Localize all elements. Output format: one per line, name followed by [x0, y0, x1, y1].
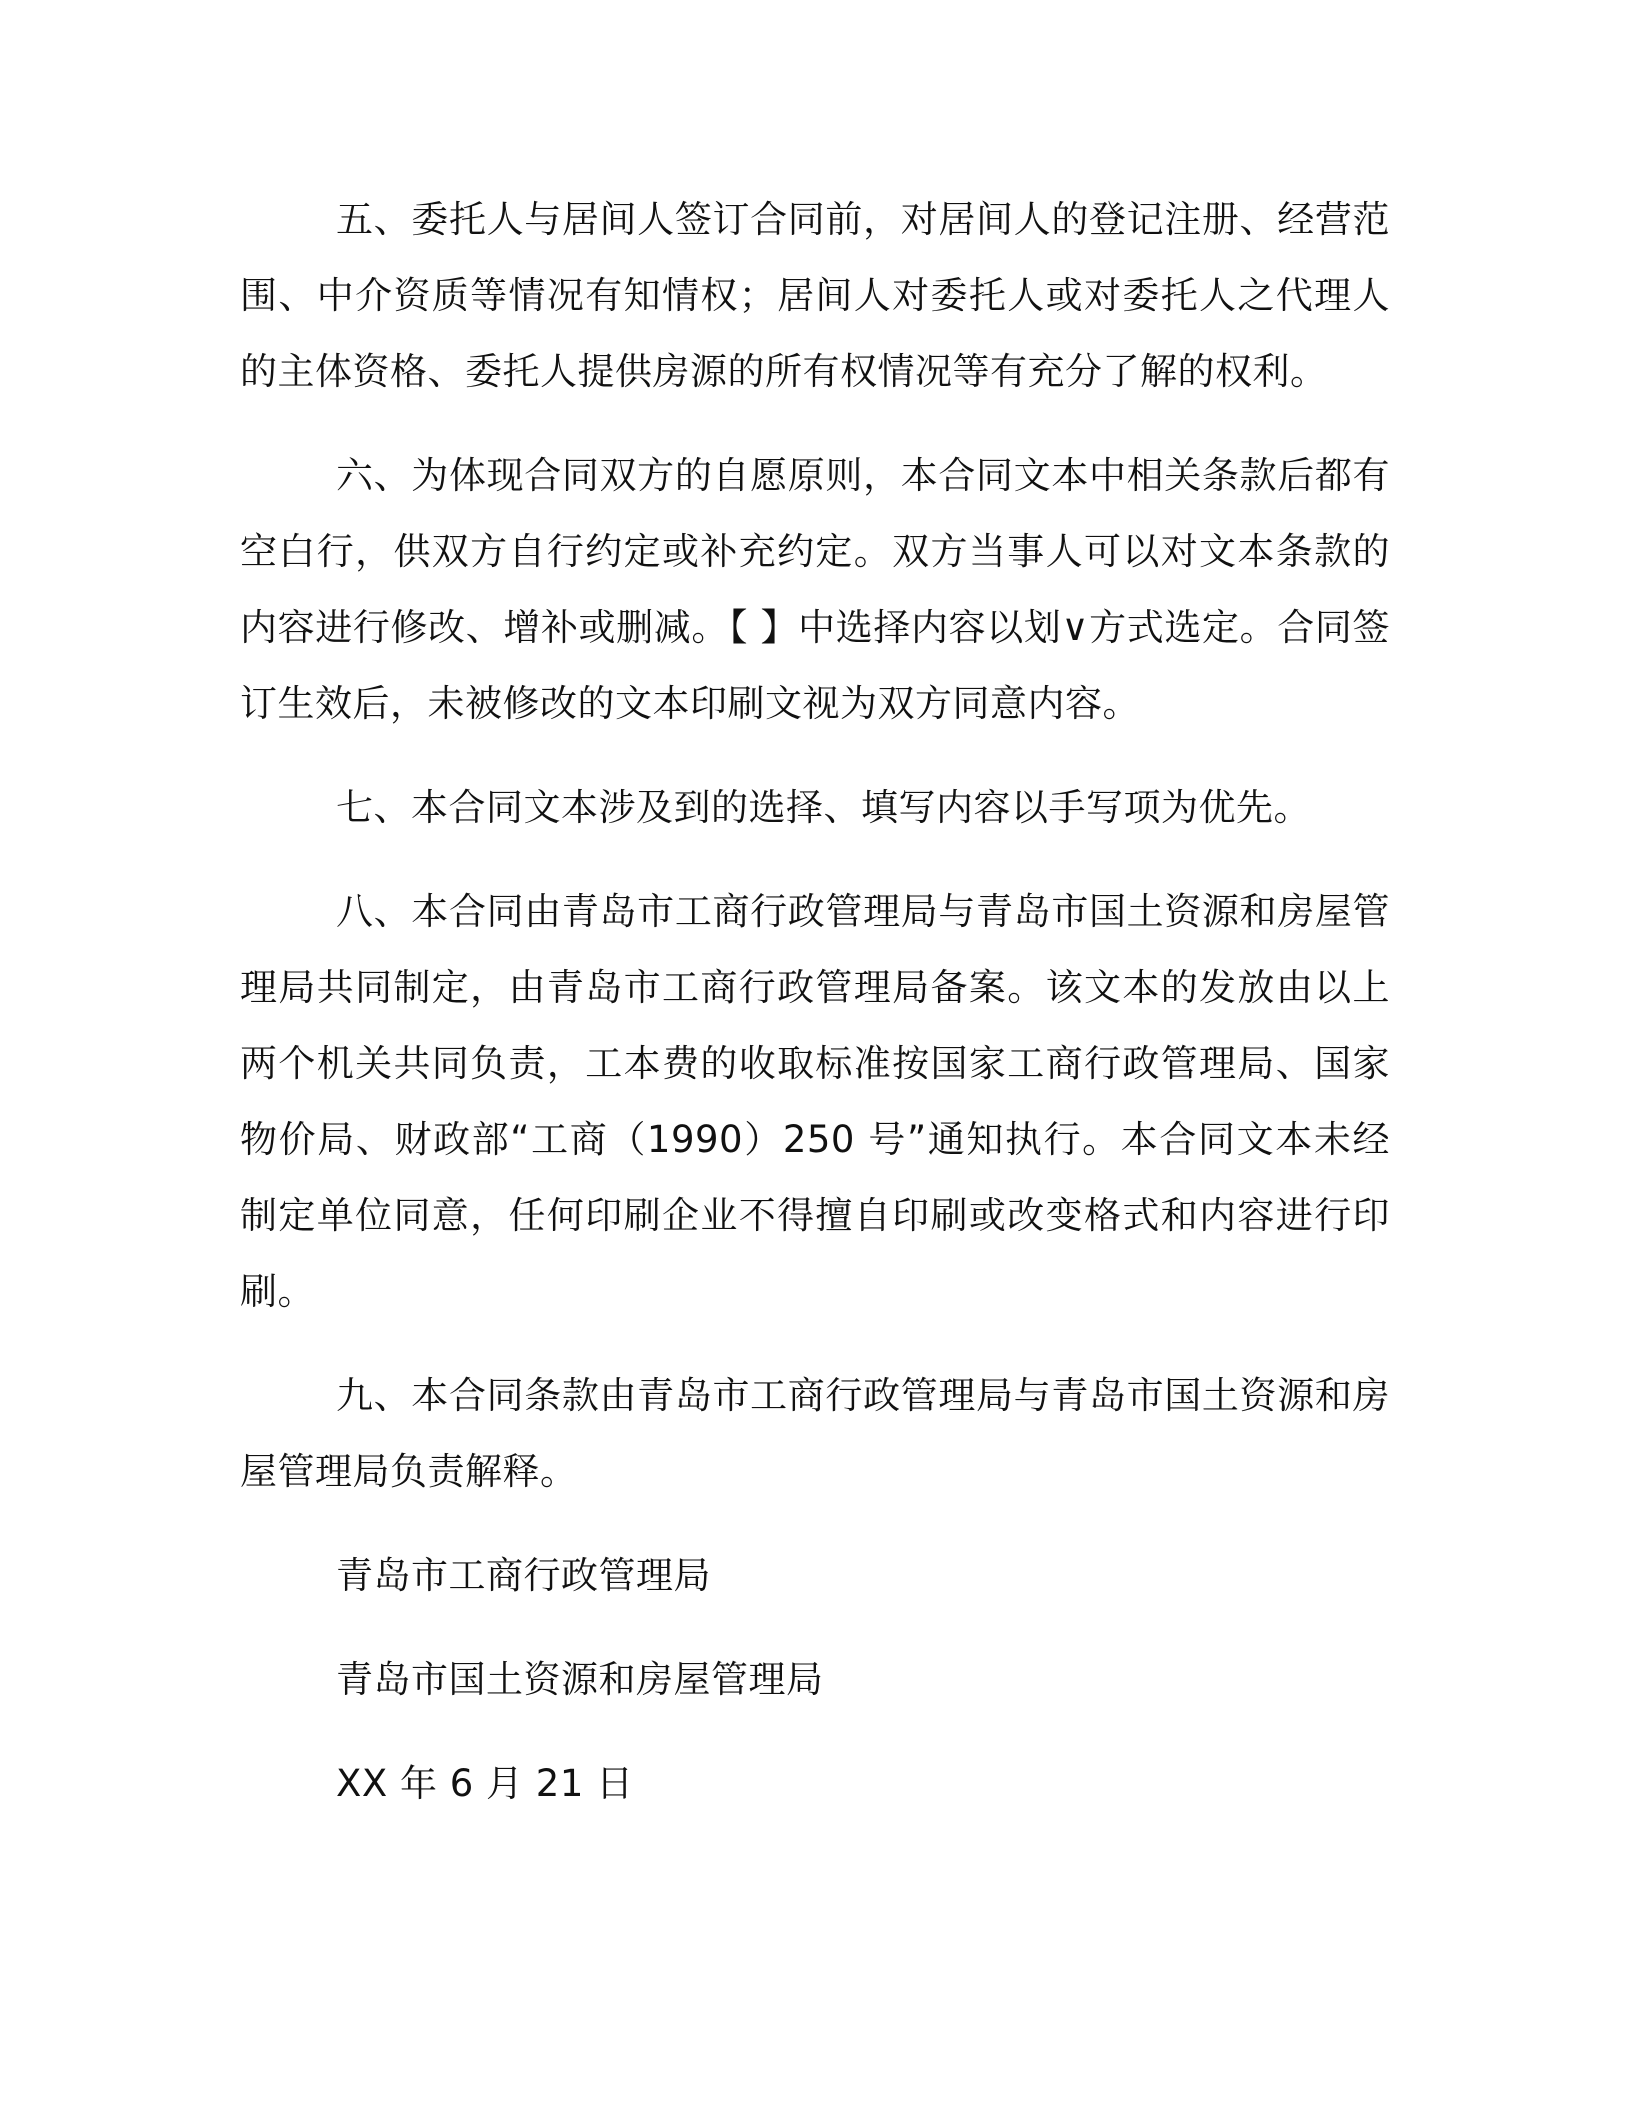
- clause-9-paragraph: 九、本合同条款由青岛市工商行政管理局与青岛市国土资源和房屋管理局负责解释。: [240, 1374, 1390, 1493]
- issuing-authority-1: 青岛市工商行政管理局: [336, 1554, 711, 1597]
- document-page: [240, 182, 1390, 1822]
- clause-7-paragraph: 七、本合同文本涉及到的选择、填写内容以手写项为优先。: [336, 786, 1311, 829]
- clause-5-paragraph: 五、委托人与居间人签订合同前，对居间人的登记注册、经营范围、中介资质等情况有知情权；居间人对委托人或对委托人之代理人的主体资格、委托人提供房源的所有权情况等有充分了解的权利。: [240, 198, 1390, 393]
- clause-6-paragraph: 六、为体现合同双方的自愿原则，本合同文本中相关条款后都有空白行，供双方自行约定或补充约定。双方当事人可以对文本条款的内容进行修改、增补或删减。【 】中选择内容以划∨方式选定。合同签订生效后，未被修改的文本印刷文视为双方同意内容。: [240, 454, 1390, 725]
- issue-date: XX 年 6 月 21 日: [336, 1762, 634, 1805]
- signature-block: [240, 1538, 1390, 1822]
- clause-8-paragraph: 八、本合同由青岛市工商行政管理局与青岛市国土资源和房屋管理局共同制定，由青岛市工商行政管理局备案。该文本的发放由以上两个机关共同负责，工本费的收取标准按国家工商行政管理局、国家物价局、财政部“工商（1990）250 号”通知执行。本合同文本未经制定单位同意，任何印刷企业不得擅自印刷或改变格式和内容进行印刷。: [240, 890, 1390, 1313]
- issuing-authority-2: 青岛市国土资源和房屋管理局: [336, 1658, 824, 1701]
